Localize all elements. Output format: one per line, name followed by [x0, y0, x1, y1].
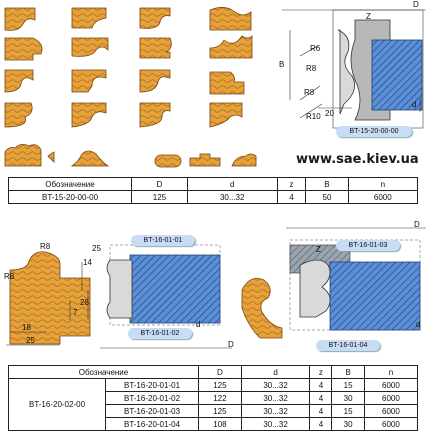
dim-h25: 25 — [92, 244, 101, 253]
dim-z-bottom-right: Z — [316, 245, 321, 254]
profile-sample — [190, 154, 220, 166]
spec-table-bottom — [8, 365, 418, 431]
table-header-cell: B — [306, 178, 348, 191]
table-cell: 50 — [306, 191, 348, 204]
profile-sample — [5, 103, 32, 127]
bottom-profile-drawing — [6, 252, 90, 345]
table-cell: 6000 — [364, 405, 417, 418]
profile-sample — [140, 8, 170, 28]
profile-sample — [140, 38, 171, 58]
table-cell: 30...32 — [241, 418, 310, 431]
table-cell: 4 — [277, 191, 306, 204]
table-header-cell: D — [199, 366, 242, 379]
table-cell: 4 — [310, 405, 332, 418]
table-header-cell: B — [332, 366, 364, 379]
profile-sample — [210, 103, 242, 127]
dim-r8-left: R8 — [4, 272, 15, 281]
table-cell: 15 — [332, 379, 364, 392]
profile-sample — [72, 103, 106, 127]
table-header-cell: z — [310, 366, 332, 379]
table-cell: BT-16-20-01-02 — [106, 392, 199, 405]
profile-sample — [232, 154, 256, 166]
label-bt-16-01-02: BT-16-01-02 — [128, 328, 192, 339]
table-header-cell: d — [241, 366, 310, 379]
table-cell: 125 — [132, 191, 188, 204]
profile-sample — [72, 151, 108, 166]
label-bt-16-01-01: BT-16-01-01 — [131, 235, 195, 246]
table-cell: 30...32 — [241, 392, 310, 405]
dim-w25: 25 — [26, 336, 35, 345]
dim-d: d — [412, 100, 417, 109]
dim-h7: 7 — [73, 308, 78, 317]
table-cell: 30 — [332, 418, 364, 431]
table-cell: BT-16-20-01-01 — [106, 379, 199, 392]
profile-sample — [155, 155, 181, 167]
table-cell: 30...32 — [187, 191, 277, 204]
table-cell: 4 — [310, 418, 332, 431]
table-cell: 15 — [332, 405, 364, 418]
table-cell: 6000 — [364, 392, 417, 405]
dim-z: Z — [366, 12, 371, 21]
dim-d-bottom-center: d — [196, 320, 201, 329]
website-url: www.sae.kiev.ua — [296, 152, 419, 167]
table-cell: 4 — [310, 392, 332, 405]
profile-sample — [5, 70, 33, 92]
dim-w20: 20 — [325, 109, 334, 118]
label-bt-16-01-04: BT-16-01-04 — [316, 340, 380, 351]
table-row — [9, 379, 418, 392]
spec-table-top — [8, 177, 418, 204]
dim-D: D — [413, 0, 419, 9]
label-bt-15-20-00-00: BT-15-20-00-00 — [336, 126, 412, 137]
profile-sample — [140, 70, 170, 92]
profile-sample — [210, 7, 251, 30]
table-cell: BT-15-20-00-00 — [9, 191, 132, 204]
dim-r8-a: R8 — [306, 64, 317, 73]
table-header-cell: Обозначение — [9, 366, 199, 379]
table-cell: 122 — [199, 392, 242, 405]
top-cutter-drawing — [282, 10, 426, 128]
profile-sample — [140, 103, 170, 127]
profile-sample — [5, 38, 42, 60]
table-cell: 6000 — [348, 191, 417, 204]
dim-r10: R10 — [306, 112, 321, 121]
table-cell: 108 — [199, 418, 242, 431]
table-header-cell: z — [277, 178, 306, 191]
table-row — [9, 191, 418, 204]
dim-r6: R6 — [310, 44, 321, 53]
table-header-row — [9, 178, 418, 191]
profile-sample — [72, 38, 108, 56]
profile-sample — [72, 8, 106, 28]
table-group-cell: BT-16-20-02-00 — [9, 379, 106, 431]
dim-w18: 18 — [22, 323, 31, 332]
table-cell: 30...32 — [241, 405, 310, 418]
label-bt-16-01-03: BT-16-01-03 — [336, 240, 400, 251]
table-header-cell: n — [348, 178, 417, 191]
table-cell: 6000 — [364, 418, 417, 431]
dim-h14: 14 — [83, 258, 92, 267]
table-header-cell: D — [132, 178, 188, 191]
table-cell: 4 — [310, 379, 332, 392]
dim-d-bottom-right: d — [416, 320, 421, 329]
dim-B: B — [279, 60, 285, 69]
table-cell: 125 — [199, 405, 242, 418]
table-header-cell: Обозначение — [9, 178, 132, 191]
table-header-cell: d — [187, 178, 277, 191]
table-cell: BT-16-20-01-04 — [106, 418, 199, 431]
profile-sample — [210, 36, 252, 58]
table-cell: 30...32 — [241, 379, 310, 392]
table-cell: BT-16-20-01-03 — [106, 405, 199, 418]
dim-r8-b: R8 — [304, 88, 315, 97]
table-cell: 125 — [199, 379, 242, 392]
profile-sample — [48, 152, 54, 162]
profile-sample — [5, 8, 35, 30]
profile-sample — [210, 72, 244, 94]
table-cell: 6000 — [364, 379, 417, 392]
profile-sample — [5, 144, 41, 166]
profile-sample — [72, 70, 106, 92]
table-cell: 30 — [332, 392, 364, 405]
table-header-row — [9, 366, 418, 379]
dim-D-bottom-center: D — [228, 340, 234, 349]
dim-h28: 28 — [80, 298, 89, 307]
table-header-cell: n — [364, 366, 417, 379]
dim-r8-top: R8 — [40, 242, 51, 251]
dim-D-bottom-right: D — [414, 220, 420, 229]
